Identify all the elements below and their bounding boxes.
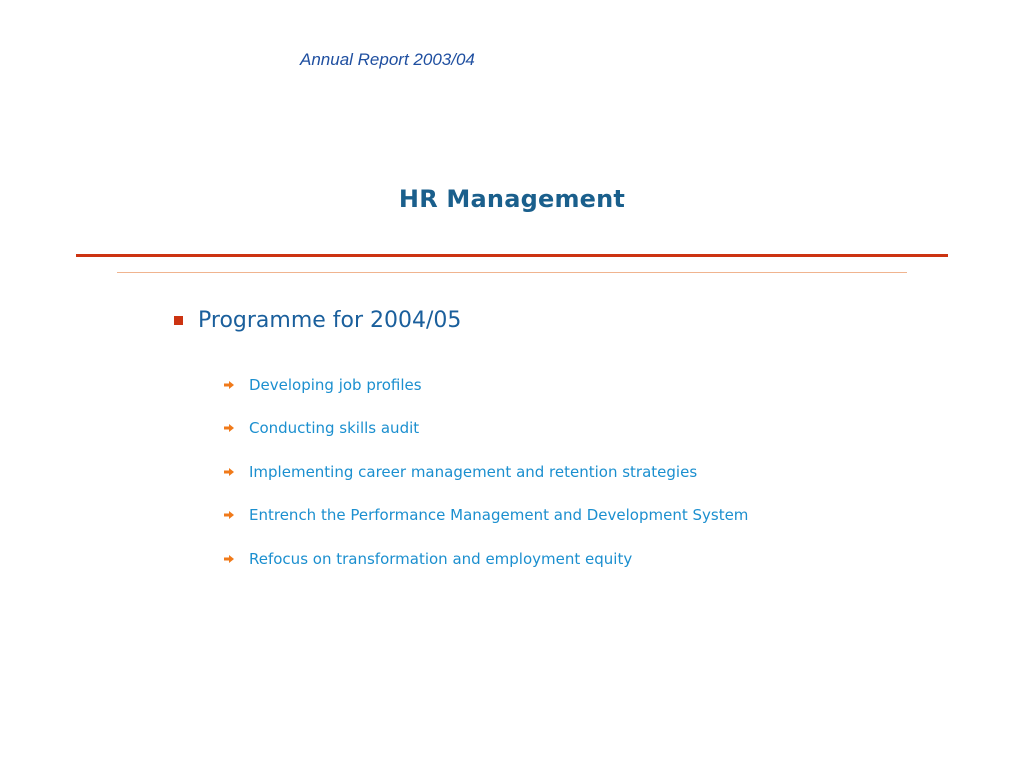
title-divider-thick — [76, 254, 948, 257]
list-item-text: Conducting skills audit — [249, 419, 420, 437]
square-bullet-icon — [174, 316, 183, 325]
arrow-right-icon — [223, 416, 235, 441]
list-item — [223, 503, 748, 528]
arrow-right-icon — [223, 372, 235, 397]
list-item-text: Implementing career management and retention strategies — [249, 462, 698, 481]
list-item — [223, 459, 748, 484]
arrow-right-icon — [223, 546, 235, 571]
programme-list — [223, 372, 748, 590]
programme-heading: Programme for 2004/05 — [198, 308, 462, 333]
report-header: Annual Report 2003/04 — [300, 50, 475, 69]
list-item-text: Refocus on transformation and employment equity — [249, 549, 633, 568]
list-item — [223, 546, 748, 571]
slide-title: HR Management — [398, 185, 626, 213]
programme-heading-row — [174, 308, 461, 333]
list-item — [223, 372, 748, 397]
arrow-right-icon — [223, 459, 235, 484]
list-item-text: Entrench the Performance Management and Development System — [249, 506, 749, 524]
arrow-right-icon — [223, 503, 235, 528]
list-item-text: Developing job profiles — [249, 375, 422, 394]
title-divider-thin — [117, 272, 907, 273]
list-item — [223, 416, 748, 441]
